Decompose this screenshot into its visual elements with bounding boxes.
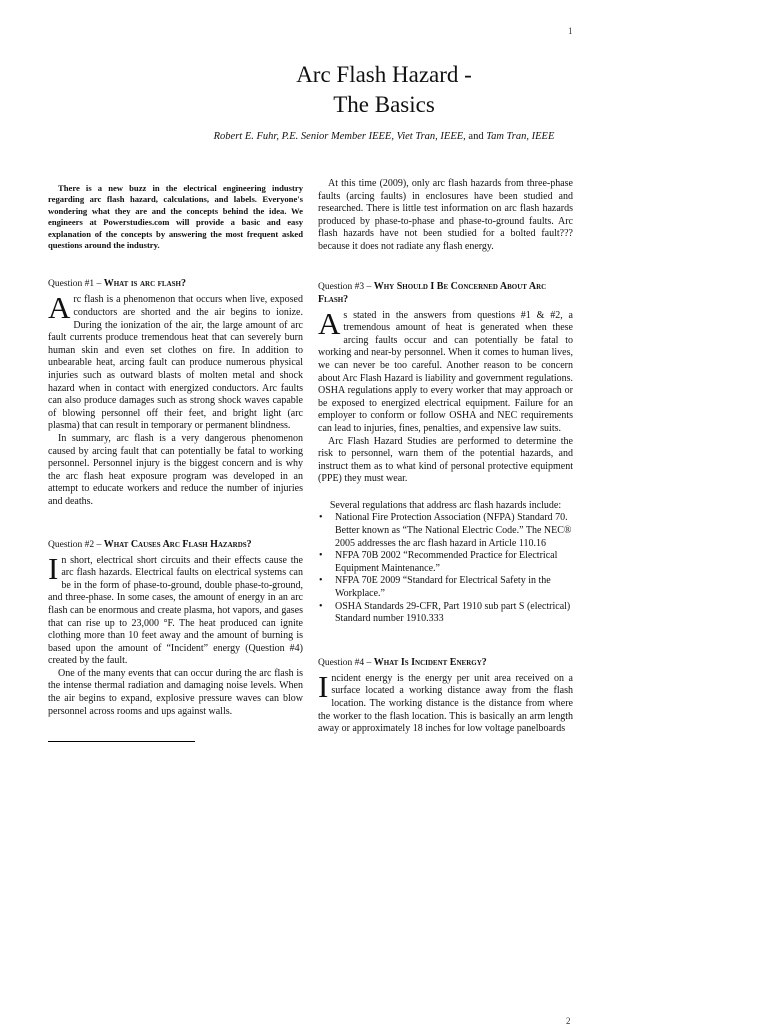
question-1-text-1: rc flash is a phenomenon that occurs when live, exposed conductors are shorted and the air begins to ionize. During the ionization of the air, the large amount of arc fault currents produce tremendous heat that can severely burn human skin and even set clothes on fire. In addition to unbearable heat, arcing fault can produce numerous physical injuries such as outward blasts of molten metal and shock hazard when in contact with energized conductors. Arc faults can also produce damages such as strong shock waves capable of blowing personnel off their feet, and bright light (arc plasma) that can result in temporary or permanent blindness. bbox=[48, 294, 303, 432]
regulation-item: • NFPA 70E 2009 “Standard for Electrical Safety in the Workplace.” bbox=[335, 575, 573, 600]
question-4-text-1: ncident energy is the energy per unit area received on a surface located a working distance away from the flash location. The working distance is the distance from where the worker to the flash location. This is basically an arm length away or approximately 18 inches for low voltage panelboards bbox=[318, 672, 573, 735]
question-3-title: Why Should I Be Concerned About Arc Flash? bbox=[318, 280, 547, 305]
question-2-title: What Causes Arc Flash Hazards? bbox=[103, 538, 252, 550]
left-column bbox=[48, 178, 303, 718]
abstract: There is a new buzz in the electrical engineering industry regarding arc flash hazard, calculations, and labels. Everyone's wondering what they are and the concepts behind the idea. We engineers at Powerstudies.com will provide a basic and easy explanation of the concepts by answering the most frequent asked questions around the industry. bbox=[48, 183, 303, 251]
question-3-text-1: s stated in the answers from questions #1 & #2, a tremendous amount of heat is generated when these arcing faults occur and can potentially be fatal to working and near-by personnel. When it comes to human lives, we can never be too careful. Another reason to be concern about Arc Flash Hazard is liability and government regulations. OSHA regulations apply to every worker that may approach or be exposed to energized electrical equipment. Failure for an employer to conform or follow OSHA and NEC requirements can lead to injuries, fines, penalties, and expensive law suits. bbox=[318, 309, 573, 434]
drop-cap-i: I bbox=[318, 668, 329, 704]
page-number-bottom: 2 bbox=[566, 1016, 571, 1026]
question-1-heading bbox=[48, 277, 303, 290]
right-intro-paragraph: At this time (2009), only arc flash hazards from three-phase faults (arcing faults) in enclosures have been studied and researched. There is little test information on arc flash hazards produced by phase-to-phase and phase-to-ground faults. Arc flash hazards have not been studied for a bolted fault??? because it does not radiate any flash energy. bbox=[318, 178, 573, 252]
regulations-list bbox=[318, 512, 573, 625]
question-1-title: What is arc flash? bbox=[103, 278, 186, 290]
right-column bbox=[318, 178, 573, 736]
drop-cap-i: I bbox=[48, 550, 59, 586]
question-1-paragraph-2: In summary, arc flash is a very dangerous phenomenon caused by arcing fault that can potentially be fatal to working personnel. Personnel injury is the biggest concern and is why the arc flash heat exposure program was developed in an attempt to educate workers and reduce the number of injuries and deaths. bbox=[48, 432, 303, 507]
question-2-prefix: Question #2 – bbox=[48, 539, 104, 550]
question-2-paragraph-2: One of the many events that can occur during the arc flash is the intense thermal radiation and damaging noise levels. When the air begins to expand, explosive pressure waves can blow personnel across rooms and ups against walls. bbox=[48, 667, 303, 717]
authors bbox=[0, 131, 768, 142]
question-2-text-1: n short, electrical short circuits and their effects cause the arc flash hazards. Electrical faults on electrical systems can be in the form of phase-to-ground, double phase-to-ground, and three-phase. In some cases, the amount of energy in an arc flash can be enormous and create plasma, hot vapors, and gases that can rise up to 23,000 °F. The heat produced can ignite clothing more than 10 feet away and the amount of burning is based upon the amount of “Incident” energy (Question #4) created by the fault. bbox=[48, 554, 303, 667]
question-4-title: What Is Incident Energy? bbox=[373, 656, 487, 668]
question-1-prefix: Question #1 – bbox=[48, 279, 104, 290]
title-line-1: Arc Flash Hazard - bbox=[296, 62, 472, 87]
footnote-rule bbox=[48, 741, 195, 742]
question-3-paragraph-1 bbox=[318, 305, 573, 436]
question-3-prefix: Question #3 – bbox=[318, 281, 374, 292]
regulation-item: • National Fire Protection Association (NFPA) Standard 70. Better known as “The National Electric Code.” The NEC® 2005 addresses the arc flash hazard in Article 110.16 bbox=[335, 512, 573, 550]
authors-part-2: Tam Tran, IEEE bbox=[486, 131, 555, 142]
question-1-paragraph-1 bbox=[48, 290, 303, 433]
question-4-paragraph-1 bbox=[318, 668, 573, 736]
page-number: 1 bbox=[568, 26, 573, 36]
authors-and: and bbox=[465, 131, 487, 142]
title-line-2: The Basics bbox=[333, 92, 435, 117]
drop-cap-a: A bbox=[318, 305, 341, 341]
question-4-heading bbox=[318, 656, 573, 669]
regulation-item: • OSHA Standards 29-CFR, Part 1910 sub part S (electrical) Standard number 1910.333 bbox=[335, 601, 573, 626]
regulation-item: • NFPA 70B 2002 “Recommended Practice for Electrical Equipment Maintenance.” bbox=[335, 550, 573, 575]
drop-cap-a: A bbox=[48, 290, 71, 326]
question-3-heading bbox=[318, 280, 573, 306]
question-4-prefix: Question #4 – bbox=[318, 657, 374, 668]
authors-part-1: Robert E. Fuhr, P.E. Senior Member IEEE, Viet Tran, IEEE, bbox=[213, 131, 466, 142]
question-2-paragraph-1 bbox=[48, 550, 303, 668]
question-3-paragraph-2: Arc Flash Hazard Studies are performed to determine the risk to personnel, warn them of the potential hazards, and instruct them as to what kind of personal protective equipment (PPE) they must wear. bbox=[318, 435, 573, 485]
question-2-heading bbox=[48, 538, 303, 551]
paper-title bbox=[0, 60, 768, 120]
regulations-intro: Several regulations that address arc flash hazards include: bbox=[329, 499, 562, 511]
